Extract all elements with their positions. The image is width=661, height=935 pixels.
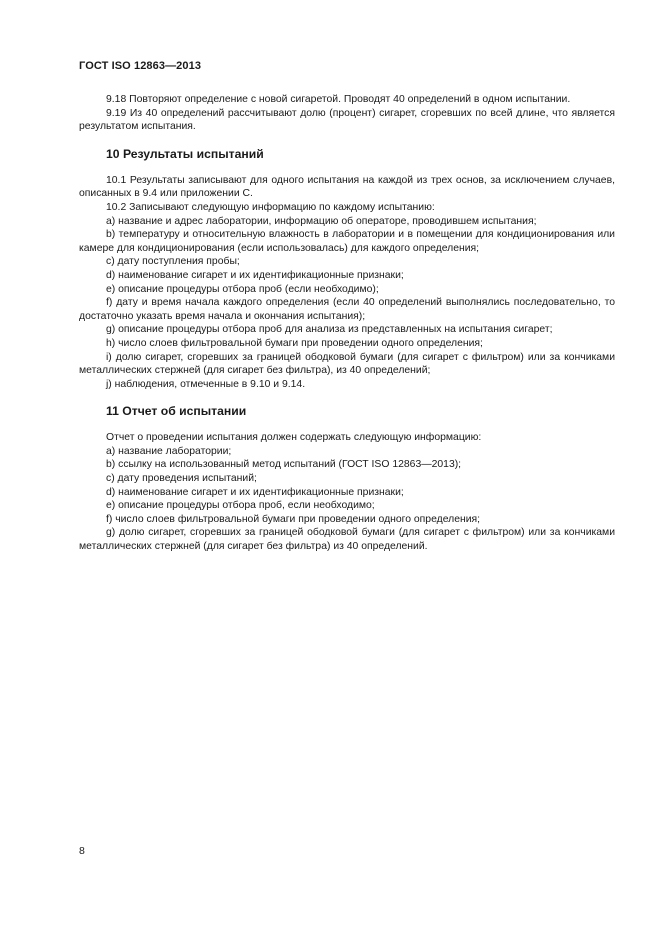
section-10-heading: 10 Результаты испытаний (106, 146, 264, 161)
list-item: a) название и адрес лаборатории, информацию об операторе, проводившем испытания; (106, 215, 537, 227)
list-item: b) ссылку на использованный метод испытаний (ГОСТ ISO 12863—2013); (106, 459, 462, 471)
paragraph-9-18: 9.18 Повторяют определение с новой сигаретой. Проводят 40 определений в одном испытании. (106, 94, 571, 105)
list-item: b) температуру и относительную влажность в лаборатории и в помещении для кондиционирования или камере для кондиционирования (если использовалась) для каждого определения; (79, 229, 615, 254)
list-item: j) наблюдения, отмеченные в 9.10 и 9.14. (106, 378, 306, 390)
list-item: e) описание процедуры отбора проб, если необходимо; (106, 500, 375, 512)
list-item: c) дату проведения испытаний; (106, 473, 257, 485)
list-item: h) число слоев фильтровальной бумаги при проведении одного определения; (106, 337, 483, 349)
list-item: i) долю сигарет, сгоревших за границей ободковой бумаги (для сигарет с фильтром) или за кончиками металлических стержней (для сигарет без фильтра), из 40 определений; (79, 351, 615, 377)
list-item: e) описание процедуры отбора проб (если необходимо); (106, 283, 379, 295)
page-number: 8 (79, 845, 85, 857)
document-body (79, 93, 615, 554)
list-item: d) наименование сигарет и их идентификационные признаки; (106, 269, 404, 281)
list-item: f) число слоев фильтровальной бумаги при проведении одного определения; (106, 513, 481, 525)
paragraph-10-2: 10.2 Записывают следующую информацию по каждому испытанию: (106, 201, 435, 213)
list-item: f) дату и время начала каждого определения (если 40 определений выполнялись последовательно, то достаточно указать время начала и окончания испытания); (79, 297, 615, 322)
document-header: ГОСТ ISO 12863—2013 (79, 60, 202, 72)
paragraph-9-19: 9.19 Из 40 определений рассчитывают долю (процент) сигарет, сгоревших по всей длине, что является результатом испытания. (79, 107, 615, 133)
paragraph-10-1: 10.1 Результаты записывают для одного испытания на каждой из трех основ, за исключением случаев, описанных в 9.4 или приложении С. (79, 174, 615, 200)
list-item: d) наименование сигарет и их идентификационные признаки; (106, 486, 404, 498)
list-item: g) описание процедуры отбора проб для анализа из представленных на испытания сигарет; (106, 324, 553, 336)
list-item: g) долю сигарет, сгоревших за границей ободковой бумаги (для сигарет с фильтром) или за кончиками металлических стержней (для сигарет без фильтра) из 40 определений. (79, 527, 615, 553)
list-item: c) дату поступления пробы; (106, 256, 240, 268)
list-item: a) название лаборатории; (106, 445, 232, 457)
section-11-heading: 11 Отчет об испытании (106, 404, 247, 419)
paragraph-11-lead: Отчет о проведении испытания должен содержать следующую информацию: (106, 432, 482, 444)
